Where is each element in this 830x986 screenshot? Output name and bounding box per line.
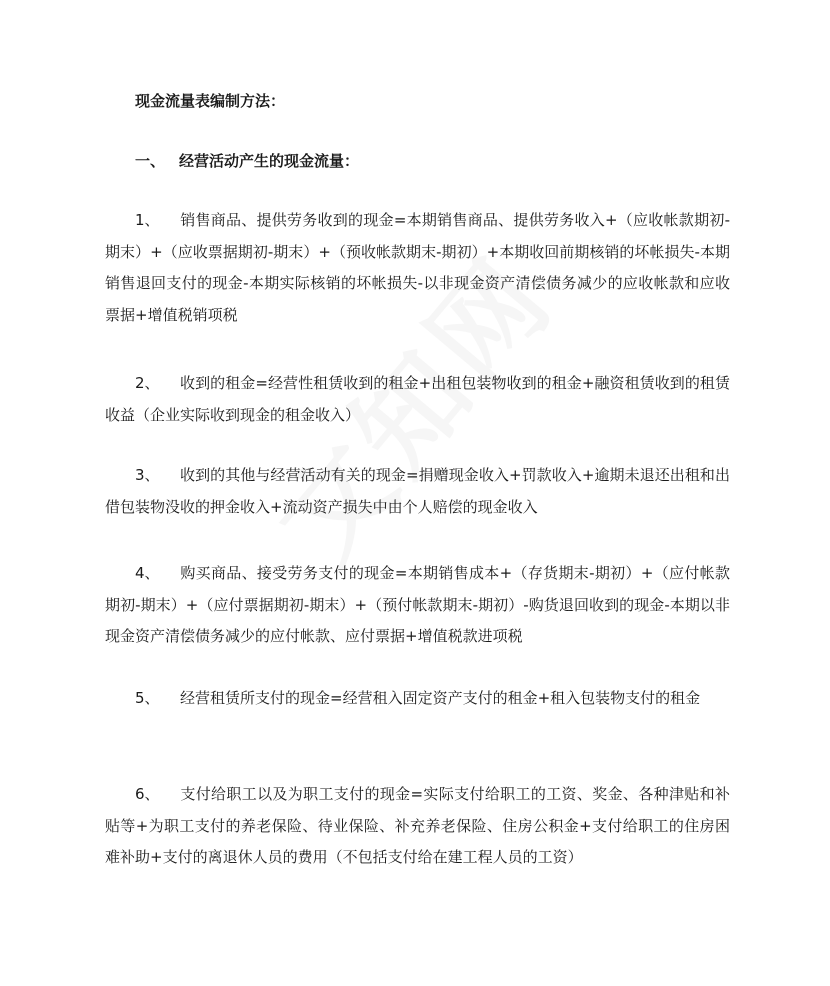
item-text: 经营租赁所支付的现金=经营租入固定资产支付的租金+租入包装物支付的租金 xyxy=(180,689,701,707)
item-text: 支付给职工以及为职工支付的现金=实际支付给职工的工资、奖金、各种津贴和补贴等+为职工支付的养老保险、待业保险、补充养老保险、住房公积金+支付给职工的住房困难补助+支付的离退休人员的费用（不包括支付给在建工程人员的工资） xyxy=(105,785,730,866)
item-number: 1、 xyxy=(135,211,160,229)
list-item-2 xyxy=(105,368,730,431)
section-heading xyxy=(135,150,359,172)
item-number: 3、 xyxy=(135,466,160,484)
page-title: 现金流量表编制方法： xyxy=(135,92,286,110)
item-text: 收到的其他与经营活动有关的现金=捐赠现金收入+罚款收入+逾期未退还出租和出借包装物没收的押金收入+流动资产损失中由个人赔偿的现金收入 xyxy=(105,466,730,516)
item-text: 收到的租金=经营性租赁收到的租金+出租包装物收到的租金+融资租赁收到的租赁收益（企业实际收到现金的租金收入） xyxy=(105,374,730,424)
list-item-5 xyxy=(105,683,730,715)
list-item-1 xyxy=(105,205,730,331)
item-number: 5、 xyxy=(135,689,160,707)
list-item-3 xyxy=(105,460,730,523)
item-text: 购买商品、接受劳务支付的现金=本期销售成本+（存货期末-期初）+（应付帐款期初-期末）+（应付票据期初-期末）+（预付帐款期末-期初）-购货退回收到的现金-本期以非现金资产清偿债务减少的应付帐款、应付票据+增值税款进项税 xyxy=(105,564,730,645)
section-number: 一、 xyxy=(135,152,166,170)
list-item-4 xyxy=(105,558,730,653)
section-heading-text: 经营活动产生的现金流量： xyxy=(179,152,360,170)
list-item-6 xyxy=(105,779,730,874)
item-text: 销售商品、提供劳务收到的现金=本期销售商品、提供劳务收入+（应收帐款期初-期末）+（应收票据期初-期末）+（预收帐款期末-期初）+本期收回前期核销的坏帐损失-本期销售退回支付的现金-本期实际核销的坏帐损失-以非现金资产清偿债务减少的应收帐款和应收票据+增值税销项税 xyxy=(105,211,730,324)
item-number: 4、 xyxy=(135,564,160,582)
item-number: 2、 xyxy=(135,374,160,392)
item-number: 6、 xyxy=(135,785,160,803)
